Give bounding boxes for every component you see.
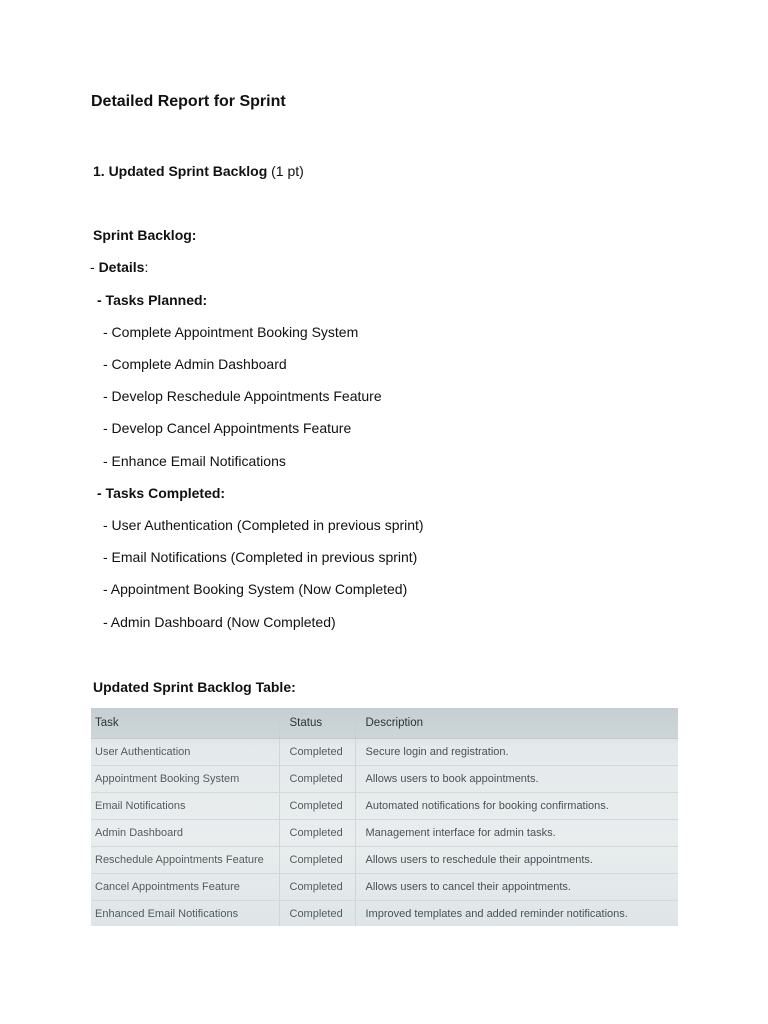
planned-item: - Complete Admin Dashboard: [103, 356, 287, 372]
details-prefix: -: [90, 259, 99, 275]
backlog-table-image: [91, 708, 678, 926]
description-cell: Secure login and registration.: [355, 739, 678, 766]
status-cell: Completed: [279, 874, 355, 901]
status-cell: Completed: [279, 793, 355, 820]
task-cell: Email Notifications: [91, 793, 279, 820]
section-heading-backlog: [93, 162, 304, 180]
description-cell: Management interface for admin tasks.: [355, 820, 678, 847]
description-cell: Allows users to cancel their appointments.: [355, 874, 678, 901]
table-row: [91, 766, 678, 793]
completed-item: - Admin Dashboard (Now Completed): [103, 614, 336, 630]
report-title: Detailed Report for Sprint: [91, 93, 286, 110]
table-row: [91, 793, 678, 820]
tasks-completed-label: - Tasks Completed:: [97, 485, 226, 501]
completed-item: - User Authentication (Completed in previous sprint): [103, 517, 424, 533]
table-row: [91, 901, 678, 927]
column-header-description: Description: [355, 708, 678, 739]
table-header-row: [91, 708, 678, 739]
description-cell: Improved templates and added reminder notifications.: [355, 901, 678, 927]
column-header-status: Status: [279, 708, 355, 739]
task-cell: User Authentication: [91, 739, 279, 766]
task-cell: Enhanced Email Notifications: [91, 901, 279, 927]
backlog-table-label: Updated Sprint Backlog Table:: [93, 679, 296, 695]
task-cell: Appointment Booking System: [91, 766, 279, 793]
status-cell: Completed: [279, 766, 355, 793]
table-row: [91, 847, 678, 874]
details-suffix: :: [144, 259, 149, 275]
status-cell: Completed: [279, 847, 355, 874]
status-cell: Completed: [279, 739, 355, 766]
planned-item: - Develop Reschedule Appointments Feature: [103, 388, 382, 404]
status-cell: Completed: [279, 901, 355, 927]
status-cell: Completed: [279, 820, 355, 847]
task-cell: Admin Dashboard: [91, 820, 279, 847]
table-row: [91, 874, 678, 901]
column-header-task: Task: [91, 708, 279, 739]
planned-item: - Complete Appointment Booking System: [103, 324, 359, 340]
table-row: [91, 820, 678, 847]
completed-item: - Email Notifications (Completed in previous sprint): [103, 549, 418, 565]
planned-item: - Enhance Email Notifications: [103, 453, 286, 469]
sprint-backlog-label: Sprint Backlog:: [93, 227, 197, 243]
backlog-table: [91, 708, 678, 926]
details-label: Details: [98, 259, 145, 275]
section-heading-text: 1. Updated Sprint Backlog: [93, 163, 268, 179]
task-cell: Cancel Appointments Feature: [91, 874, 279, 901]
description-cell: Allows users to reschedule their appointments.: [355, 847, 678, 874]
details-line: [90, 258, 148, 276]
table-row: [91, 739, 678, 766]
description-cell: Automated notifications for booking confirmations.: [355, 793, 678, 820]
tasks-planned-label: - Tasks Planned:: [97, 292, 208, 308]
task-cell: Reschedule Appointments Feature: [91, 847, 279, 874]
section-heading-points: (1 pt): [267, 163, 304, 179]
description-cell: Allows users to book appointments.: [355, 766, 678, 793]
completed-item: - Appointment Booking System (Now Completed): [103, 581, 408, 597]
planned-item: - Develop Cancel Appointments Feature: [103, 420, 352, 436]
